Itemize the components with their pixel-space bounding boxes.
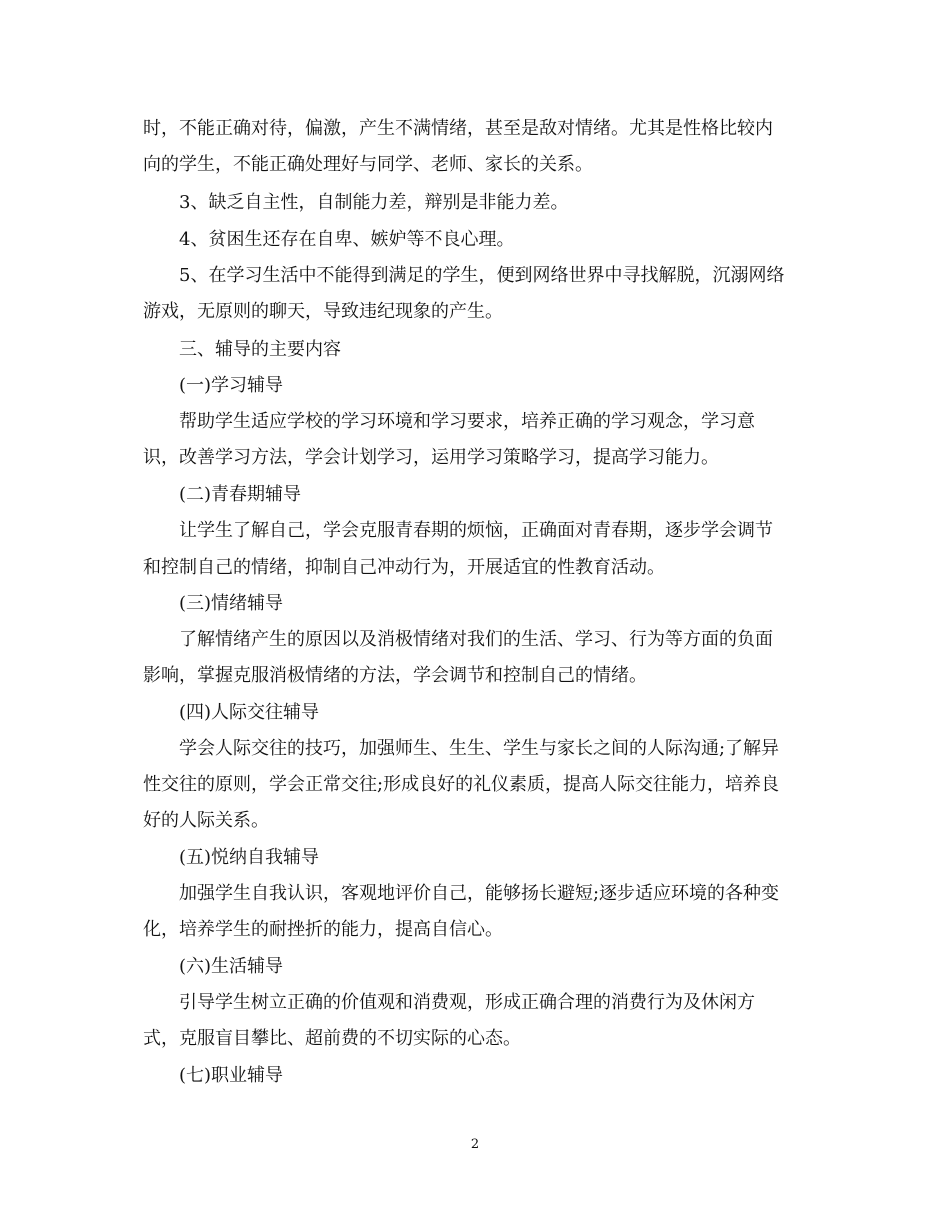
- section-heading: 三、辅导的主要内容: [179, 339, 341, 360]
- paragraph-line: 了解情绪产生的原因以及消极情绪对我们的生活、学习、行为等方面的负面: [179, 629, 773, 650]
- list-item: 4、贫困生还存在自卑、嫉妒等不良心理。: [179, 229, 515, 250]
- paragraph-line: 帮助学生适应学校的学习环境和学习要求，培养正确的学习观念，学习意: [179, 411, 755, 432]
- list-item: 3、缺乏自主性，自制能力差，辩别是非能力差。: [179, 192, 569, 213]
- paragraph-line: 性交往的原则，学会正常交往;形成良好的礼仪素质，提高人际交往能力，培养良: [143, 774, 780, 795]
- subsection-heading: (二)青春期辅导: [179, 484, 302, 505]
- paragraph-line: 化，培养学生的耐挫折的能力，提高自信心。: [143, 919, 503, 940]
- paragraph-line: 加强学生自我认识，客观地评价自己，能够扬长避短;逐步适应环境的各种变: [179, 883, 780, 904]
- paragraph-line: 和控制自己的情绪，抑制自己冲动行为，开展适宜的性教育活动。: [143, 557, 665, 578]
- list-item: 5、在学习生活中不能得到满足的学生，便到网络世界中寻找解脱，沉溺网络: [179, 265, 785, 286]
- subsection-heading: (七)职业辅导: [179, 1065, 284, 1086]
- paragraph-line: 学会人际交往的技巧，加强师生、生生、学生与家长之间的人际沟通;了解异: [179, 738, 780, 759]
- subsection-heading: (三)情绪辅导: [179, 593, 284, 614]
- paragraph-line: 识，改善学习方法，学会计划学习，运用学习策略学习，提高学习能力。: [143, 447, 719, 468]
- paragraph-line: 式，克服盲目攀比、超前费的不切实际的心态。: [143, 1028, 521, 1049]
- paragraph-line: 好的人际关系。: [143, 810, 269, 831]
- paragraph-line: 影响，掌握克服消极情绪的方法，学会调节和控制自己的情绪。: [143, 665, 647, 686]
- text-line: 游戏，无原则的聊天，导致违纪现象的产生。: [143, 301, 503, 322]
- text-line: 时，不能正确对待，偏激，产生不满情绪，甚至是敌对情绪。尤其是性格比较内: [143, 118, 773, 139]
- subsection-heading: (五)悦纳自我辅导: [179, 847, 320, 868]
- subsection-heading: (六)生活辅导: [179, 956, 284, 977]
- subsection-heading: (四)人际交往辅导: [179, 702, 320, 723]
- paragraph-line: 让学生了解自己，学会克服青春期的烦恼，正确面对青春期，逐步学会调节: [179, 520, 773, 541]
- paragraph-line: 引导学生树立正确的价值观和消费观，形成正确合理的消费行为及休闲方: [179, 992, 755, 1013]
- page-number: 2: [470, 1137, 480, 1152]
- text-line: 向的学生，不能正确处理好与同学、老师、家长的关系。: [143, 154, 593, 175]
- subsection-heading: (一)学习辅导: [179, 375, 284, 396]
